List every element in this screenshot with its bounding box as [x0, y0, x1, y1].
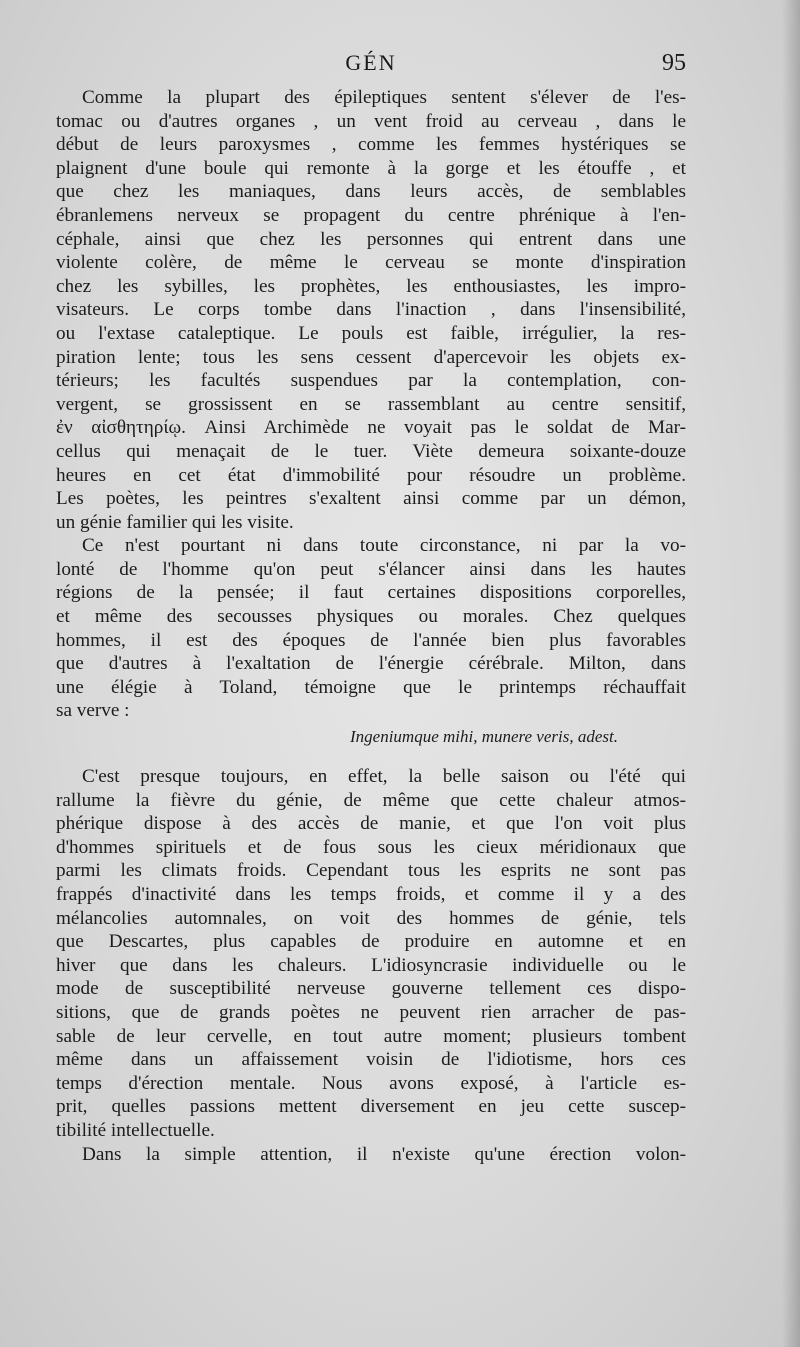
text-line: vergent, se grossissent en se rassemblant au centre sensitif, [56, 393, 686, 415]
text-line: que chez les maniaques, dans leurs accès, de semblables [56, 181, 686, 203]
text-line: ἐν αἰσθητηρίῳ. Ainsi Archimède ne voyait pas le soldat de Mar- [56, 417, 686, 439]
text-line: térieurs; les facultés suspendues par la contemplation, con- [56, 370, 686, 392]
text-line: parmi les climats froids. Cependant tous les esprits ne sont pas [56, 860, 686, 882]
text-line: Dans la simple attention, il n'existe qu'une érection volon- [82, 1143, 686, 1165]
text-line: piration lente; tous les sens cessent d'apercevoir les objets ex- [56, 346, 686, 368]
text-line: régions de la pensée; il faut certaines dispositions corporelles, [56, 582, 686, 604]
page-number: 95 [662, 50, 686, 76]
body-text [56, 86, 686, 1166]
text-line: lonté de l'homme qu'on peut s'élancer ainsi dans les hautes [56, 558, 686, 580]
text-line: cellus qui menaçait de le tuer. Viète demeura soixante-douze [56, 440, 686, 462]
text-line: Comme la plupart des épileptiques sentent s'élever de l'es- [82, 87, 686, 108]
text-line: violente colère, de même le cerveau se monte d'inspiration [56, 252, 686, 274]
text-line: céphale, ainsi que chez les personnes qui entrent dans une [56, 228, 686, 250]
text-line: visateurs. Le corps tombe dans l'inaction , dans l'insensibilité, [56, 299, 686, 321]
text-line: sa verve : [56, 700, 130, 722]
text-line: et même des secousses physiques ou morales. Chez quelques [56, 606, 686, 628]
text-line: que d'autres à l'exaltation de l'énergie cérébrale. Milton, dans [56, 653, 686, 675]
text-line: rallume la fièvre du génie, de même que cette chaleur atmos- [56, 789, 686, 811]
text-line: ébranlemens nerveux se propagent du centre phrénique à l'en- [56, 204, 686, 226]
text-line: début de leurs paroxysmes , comme les femmes hystériques se [56, 134, 686, 156]
text-line: d'hommes spirituels et de fous sous les cieux méridionaux que [56, 836, 686, 858]
text-line: mélancolies automnales, on voit des hommes de génie, tels [56, 907, 686, 929]
text-line: même dans un affaissement voisin de l'idiotisme, hors ces [56, 1049, 686, 1071]
text-line: tibilité intellectuelle. [56, 1119, 215, 1141]
page-header [56, 50, 686, 80]
text-line: hiver que dans les chaleurs. L'idiosyncrasie individuelle ou le [56, 954, 686, 976]
text-line: phérique dispose à des accès de manie, et que l'on voit plus [56, 813, 686, 835]
text-line: plaignent d'une boule qui remonte à la gorge et les étouffe , et [56, 157, 686, 179]
text-line: Les poètes, les peintres s'exaltent ainsi comme par un démon, [56, 488, 686, 510]
text-line: frappés d'inactivité dans les temps froids, et comme il y a des [56, 884, 686, 905]
text-line: tomac ou d'autres organes , un vent froid au cerveau , dans le [56, 110, 686, 132]
text-line: sable de leur cervelle, en tout autre moment; plusieurs tombent [56, 1025, 686, 1047]
text-line: prit, quelles passions mettent diversement en jeu cette suscep- [56, 1096, 686, 1118]
text-line: une élégie à Toland, témoigne que le printemps réchauffait [56, 676, 686, 698]
page-edge-shadow [782, 0, 800, 1347]
text-line: mode de susceptibilité nerveuse gouverne tellement ces dispo- [56, 978, 686, 1000]
text-line: heures en cet état d'immobilité pour résoudre un problème. [56, 464, 686, 486]
latin-quotation: Ingeniumque mihi, munere veris, adest. [349, 727, 618, 747]
text-line: que Descartes, plus capables de produire en automne et en [56, 931, 686, 953]
text-line: hommes, il est des époques de l'année bien plus favorables [56, 629, 686, 651]
text-line: C'est presque toujours, en effet, la belle saison ou l'été qui [82, 766, 686, 788]
text-line: un génie familier qui les visite. [56, 511, 294, 533]
text-line: temps d'érection mentale. Nous avons exposé, à l'article es- [56, 1072, 686, 1094]
text-line: ou l'extase cataleptique. Le pouls est faible, irrégulier, la res- [56, 322, 686, 344]
text-line: chez les sybilles, les prophètes, les enthousiastes, les impro- [56, 275, 686, 297]
text-line: Ce n'est pourtant ni dans toute circonstance, ni par la vo- [82, 535, 686, 557]
text-line: sitions, que de grands poètes ne peuvent rien arracher de pas- [56, 1001, 686, 1023]
running-head: GÉN [345, 50, 397, 75]
